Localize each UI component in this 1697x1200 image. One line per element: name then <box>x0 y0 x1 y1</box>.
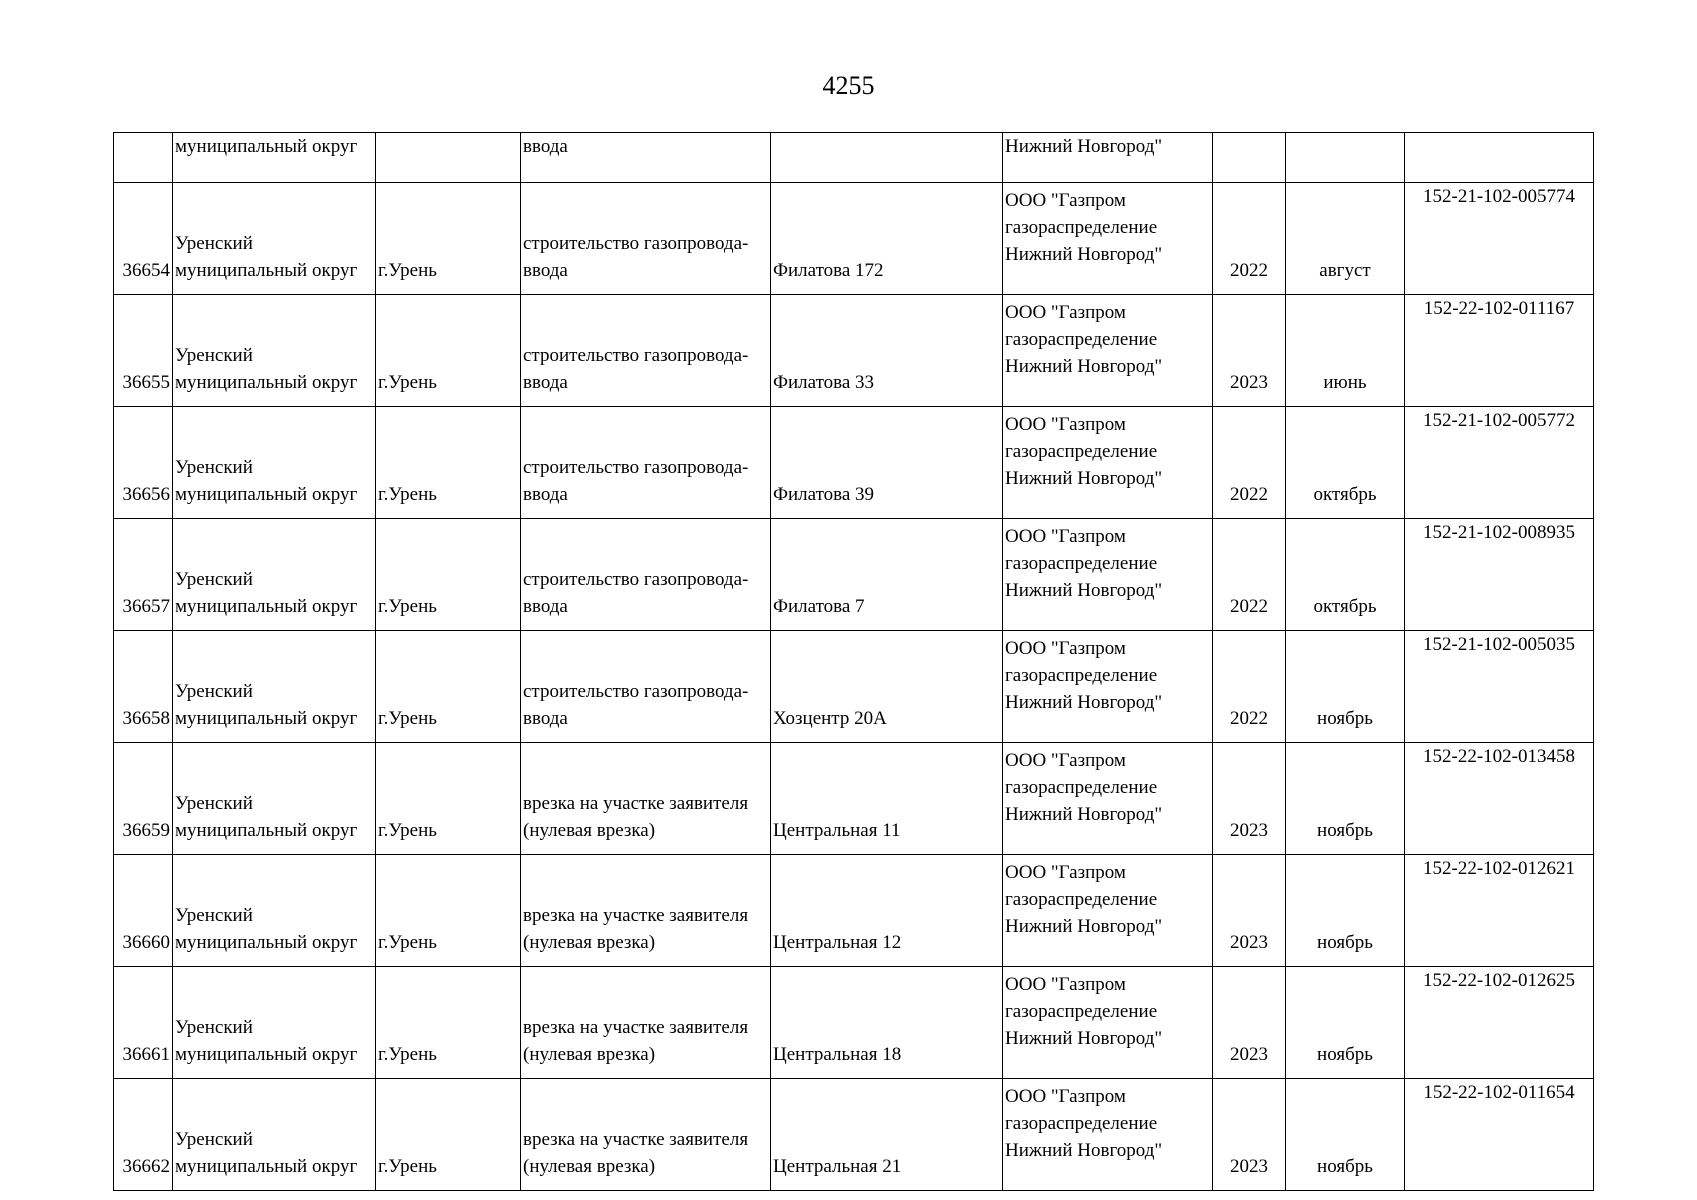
cell-month <box>1286 133 1405 183</box>
cell-region: Уренский муниципальный округ <box>173 631 376 743</box>
cell-code <box>1405 133 1594 183</box>
cell-city: г.Урень <box>376 855 521 967</box>
cell-code: 152-21-102-005772 <box>1405 407 1594 519</box>
cell-number: 36657 <box>114 519 173 631</box>
cell-year: 2023 <box>1213 1079 1286 1191</box>
cell-year: 2023 <box>1213 967 1286 1079</box>
cell-region: муниципальный округ <box>173 133 376 183</box>
cell-address: Филатова 33 <box>771 295 1003 407</box>
cell-city: г.Урень <box>376 295 521 407</box>
cell-year: 2023 <box>1213 743 1286 855</box>
cell-work-type: ввода <box>521 133 771 183</box>
cell-month: ноябрь <box>1286 631 1405 743</box>
cell-address: Центральная 12 <box>771 855 1003 967</box>
cell-work-type: строительство газопровода- ввода <box>521 631 771 743</box>
cell-city: г.Урень <box>376 519 521 631</box>
table-row <box>114 295 1594 407</box>
cell-year: 2022 <box>1213 183 1286 295</box>
cell-month: ноябрь <box>1286 743 1405 855</box>
table-row <box>114 407 1594 519</box>
cell-city <box>376 133 521 183</box>
cell-city: г.Урень <box>376 1079 521 1191</box>
cell-month: ноябрь <box>1286 1079 1405 1191</box>
cell-address: Филатова 172 <box>771 183 1003 295</box>
cell-code: 152-22-102-013458 <box>1405 743 1594 855</box>
cell-work-type: врезка на участке заявителя (нулевая врезка) <box>521 855 771 967</box>
cell-year: 2022 <box>1213 631 1286 743</box>
cell-work-type: строительство газопровода- ввода <box>521 295 771 407</box>
cell-code: 152-22-102-011167 <box>1405 295 1594 407</box>
cell-code: 152-22-102-011654 <box>1405 1079 1594 1191</box>
cell-work-type: строительство газопровода- ввода <box>521 519 771 631</box>
cell-year <box>1213 133 1286 183</box>
cell-work-type: врезка на участке заявителя (нулевая врезка) <box>521 1079 771 1191</box>
cell-work-type: строительство газопровода- ввода <box>521 183 771 295</box>
cell-organization: ООО "Газпром газораспределение Нижний Новгород" <box>1003 1079 1213 1191</box>
cell-organization: ООО "Газпром газораспределение Нижний Новгород" <box>1003 519 1213 631</box>
cell-city: г.Урень <box>376 967 521 1079</box>
cell-work-type: строительство газопровода- ввода <box>521 407 771 519</box>
table-row <box>114 183 1594 295</box>
cell-work-type: врезка на участке заявителя (нулевая врезка) <box>521 967 771 1079</box>
cell-month: октябрь <box>1286 519 1405 631</box>
cell-month: ноябрь <box>1286 967 1405 1079</box>
cell-region: Уренский муниципальный округ <box>173 183 376 295</box>
cell-number: 36658 <box>114 631 173 743</box>
cell-number: 36660 <box>114 855 173 967</box>
cell-organization: Нижний Новгород" <box>1003 133 1213 183</box>
cell-address: Филатова 7 <box>771 519 1003 631</box>
table-row <box>114 967 1594 1079</box>
cell-number <box>114 133 173 183</box>
cell-number: 36656 <box>114 407 173 519</box>
table-row-continued <box>114 133 1594 183</box>
cell-month: июнь <box>1286 295 1405 407</box>
table-body <box>114 133 1594 1191</box>
cell-region: Уренский муниципальный округ <box>173 855 376 967</box>
cell-code: 152-21-102-005035 <box>1405 631 1594 743</box>
cell-month: ноябрь <box>1286 855 1405 967</box>
cell-organization: ООО "Газпром газораспределение Нижний Новгород" <box>1003 631 1213 743</box>
cell-organization: ООО "Газпром газораспределение Нижний Новгород" <box>1003 183 1213 295</box>
cell-number: 36661 <box>114 967 173 1079</box>
cell-organization: ООО "Газпром газораспределение Нижний Новгород" <box>1003 855 1213 967</box>
cell-code: 152-21-102-008935 <box>1405 519 1594 631</box>
cell-code: 152-22-102-012621 <box>1405 855 1594 967</box>
cell-organization: ООО "Газпром газораспределение Нижний Новгород" <box>1003 743 1213 855</box>
cell-region: Уренский муниципальный округ <box>173 743 376 855</box>
cell-month: октябрь <box>1286 407 1405 519</box>
cell-address: Центральная 11 <box>771 743 1003 855</box>
cell-number: 36659 <box>114 743 173 855</box>
cell-code: 152-22-102-012625 <box>1405 967 1594 1079</box>
registry-table <box>113 132 1594 1191</box>
cell-organization: ООО "Газпром газораспределение Нижний Новгород" <box>1003 967 1213 1079</box>
cell-number: 36662 <box>114 1079 173 1191</box>
cell-region: Уренский муниципальный округ <box>173 519 376 631</box>
cell-number: 36655 <box>114 295 173 407</box>
cell-city: г.Урень <box>376 407 521 519</box>
cell-city: г.Урень <box>376 631 521 743</box>
cell-year: 2023 <box>1213 295 1286 407</box>
cell-city: г.Урень <box>376 743 521 855</box>
table-row <box>114 855 1594 967</box>
cell-code: 152-21-102-005774 <box>1405 183 1594 295</box>
cell-city: г.Урень <box>376 183 521 295</box>
cell-organization: ООО "Газпром газораспределение Нижний Новгород" <box>1003 407 1213 519</box>
cell-organization: ООО "Газпром газораспределение Нижний Новгород" <box>1003 295 1213 407</box>
cell-address: Центральная 18 <box>771 967 1003 1079</box>
cell-month: август <box>1286 183 1405 295</box>
cell-address: Центральная 21 <box>771 1079 1003 1191</box>
table-row <box>114 1079 1594 1191</box>
cell-region: Уренский муниципальный округ <box>173 1079 376 1191</box>
cell-year: 2022 <box>1213 407 1286 519</box>
cell-address: Хозцентр 20А <box>771 631 1003 743</box>
cell-address: Филатова 39 <box>771 407 1003 519</box>
table-row <box>114 519 1594 631</box>
table-row <box>114 631 1594 743</box>
page-number: 4255 <box>822 71 875 100</box>
cell-address <box>771 133 1003 183</box>
cell-region: Уренский муниципальный округ <box>173 295 376 407</box>
table-row <box>114 743 1594 855</box>
cell-year: 2023 <box>1213 855 1286 967</box>
cell-year: 2022 <box>1213 519 1286 631</box>
cell-region: Уренский муниципальный округ <box>173 407 376 519</box>
cell-work-type: врезка на участке заявителя (нулевая врезка) <box>521 743 771 855</box>
cell-number: 36654 <box>114 183 173 295</box>
cell-region: Уренский муниципальный округ <box>173 967 376 1079</box>
